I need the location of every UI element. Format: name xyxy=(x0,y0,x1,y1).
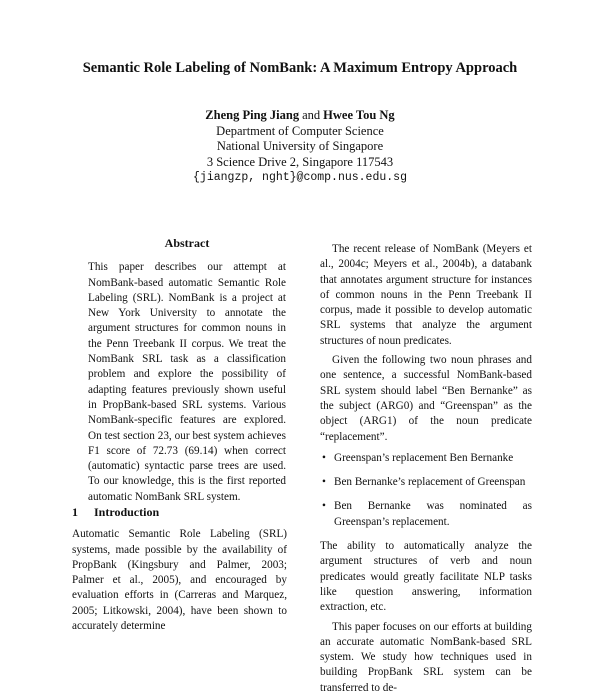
section-number: 1 xyxy=(72,505,78,519)
list-item: • Ben Bernanke’s replacement of Greenspan xyxy=(320,475,532,490)
introduction-section xyxy=(72,505,287,634)
list-item: • Greenspan’s replacement Ben Bernanke xyxy=(320,451,532,466)
paragraph-example-intro: Given the following two noun phrases and one sentence, a successful NomBank-based SRL system should label “Ben Bernanke” as the subject (ARG0) and “Greenspan” as the object (ARG1) of the noun predicate “replacement”. xyxy=(320,354,532,443)
section-heading xyxy=(72,505,287,520)
author-block xyxy=(0,108,600,186)
bullet-icon: • xyxy=(322,451,326,464)
abstract-section xyxy=(88,236,286,505)
list-item: • Ben Bernanke was nominated as Greenspan’s replacement. xyxy=(322,500,532,528)
bullet-icon: • xyxy=(322,476,326,489)
paper-title: Semantic Role Labeling of NomBank: A Maximum Entropy Approach xyxy=(82,60,518,76)
paragraph-nombank-release: The recent release of NomBank (Meyers et al., 2004c; Meyers et al., 2004b), a databank that annotates argument structure for instances of common nouns in the Penn Treebank II corpus, made it possible to develop automatic SRL systems that analyze the argument structures of noun predicates. xyxy=(320,243,532,347)
author-email: {jiangzp, nght}@comp.nus.edu.sg xyxy=(193,171,407,184)
introduction-text: Automatic Semantic Role Labeling (SRL) systems, made possible by the availability of PropBank (Kingsbury and Palmer, 2003; Palmer et al., 2005), and encouraged by evaluation efforts in (Carreras and Marquez, 2005; Litkowski, 2004), have been shown to accurately determine xyxy=(72,528,287,633)
abstract-text: This paper describes our attempt at NomBank-based automatic Semantic Role Labeling (SRL). NomBank is a project at New York University to annotate the argument structures for common nouns in the Penn Treebank II corpus. We treat the NomBank SRL task as a classification problem and explore the possibility of adapting features previously shown useful in PropBank-based SRL systems. Various NomBank-specific features are explored. On test section 23, our best system achieves F1 score of 72.73 (69.14) when correct (automatic) syntactic parse trees are used. To our knowledge, this is the first reported automatic NomBank SRL system. xyxy=(88,261,286,503)
section-title: Introduction xyxy=(94,505,160,519)
author-department: Department of Computer Science xyxy=(216,123,384,138)
paragraph-focus: This paper focuses on our efforts at building an accurate automatic NomBank-based SRL system. We study how techniques used in building PropBank SRL system can be transferred to de- xyxy=(320,620,532,694)
author-connector: and xyxy=(302,108,321,122)
author-university: National University of Singapore xyxy=(216,139,384,153)
bullet-icon: • xyxy=(322,500,326,513)
paragraph-ability: The ability to automatically analyze the argument structures of verb and noun predicates would greatly facilitate NLP tasks like question answering, information extraction, etc. xyxy=(320,540,532,614)
author-names xyxy=(0,108,600,124)
example-list xyxy=(320,451,532,530)
author-2: Hwee Tou Ng xyxy=(323,108,395,122)
author-1: Zheng Ping Jiang xyxy=(205,108,300,122)
right-column xyxy=(320,236,532,700)
abstract-heading: Abstract xyxy=(164,236,210,250)
author-address: 3 Science Drive 2, Singapore 117543 xyxy=(206,154,394,169)
